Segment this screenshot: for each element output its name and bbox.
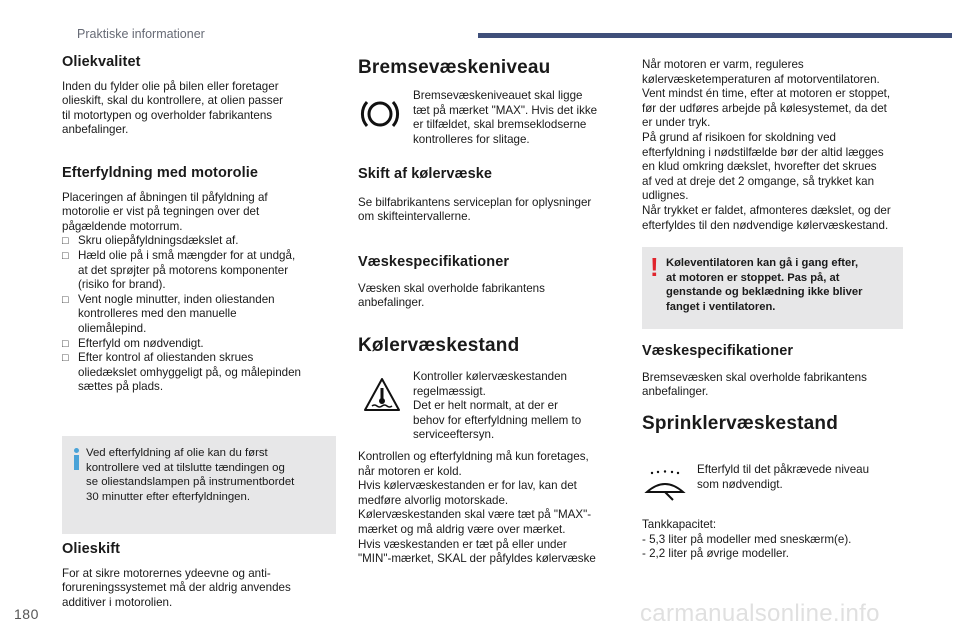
skift-body: Se bilfabrikantens serviceplan for oplysninger om skifteintervallerne. — [358, 195, 592, 224]
spec-heading-1: Væskespecifikationer — [358, 254, 510, 270]
efterfyldning-heading: Efterfyldning med motorolie — [62, 165, 259, 181]
warning-box — [642, 247, 903, 329]
page-number: 180 — [14, 606, 39, 622]
koler-icon-text: Kontroller kølervæskestanden regelmæssigt. Det er helt normalt, at der er behov for efterfyldning mellem to serviceeftersyn. — [413, 370, 582, 442]
column-left — [62, 55, 332, 138]
checkbox-bullet-icon: □ — [62, 337, 69, 350]
list-item: □ Hæld olie på i små mængder for at undgå, at det sprøjter på motorens komponenter (risiko for brand). — [62, 248, 296, 292]
olieskift-section — [62, 542, 332, 610]
skift-section — [358, 167, 628, 225]
sprinkler-capacity — [642, 518, 912, 562]
skift-heading: Skift af kølervæske — [358, 166, 493, 182]
washer-fluid-icon — [644, 470, 686, 506]
spec-section-1 — [358, 255, 628, 311]
sprinkler-icon-text: Efterfyld til det påkrævede niveau som nødvendigt. — [697, 463, 870, 491]
spec-body-2: Bremsevæsken skal overholde fabrikantens anbefalinger. — [642, 370, 867, 399]
koler-heading: Kølervæskestand — [358, 335, 520, 356]
sprinkler-heading: Sprinklervæskestand — [642, 413, 838, 434]
efterfyldning-section — [62, 166, 332, 395]
checkbox-bullet-icon: □ — [62, 235, 69, 248]
coolant-warning-icon — [363, 376, 401, 414]
checkbox-bullet-icon: □ — [62, 293, 69, 306]
spec-body-1: Væsken skal overholde fabrikantens anbefalinger. — [358, 281, 545, 310]
bremse-heading: Bremsevæskeniveau — [358, 57, 551, 78]
checkbox-bullet-icon: □ — [62, 352, 69, 365]
efterfyldning-intro: Placeringen af åbningen til påfyldning af motorolie er vist på tegningen over det pågældende motorrum. — [62, 190, 268, 233]
capacity-item: - 5,3 liter på modeller med sneskærm(e). — [642, 532, 852, 546]
oliekvalitet-heading: Oliekvalitet — [62, 54, 141, 70]
list-item: □ Efter kontrol af oliestanden skrues oliedækslet omhyggeligt på, og målepinden sættes på plads. — [62, 351, 301, 394]
list-item: □ Vent nogle minutter, inden oliestanden kontrolleres med den manuelle oliemålepind. — [62, 292, 275, 335]
section-header: Praktiske informationer — [77, 27, 205, 41]
checkbox-bullet-icon: □ — [62, 249, 69, 262]
olieskift-body: For at sikre motorernes ydeevne og anti- forureningssystemet må der aldrig anvendes additiver i motorolien. — [62, 566, 291, 609]
list-item: □ Efterfyld om nødvendigt. — [62, 336, 204, 350]
info-box — [62, 436, 336, 534]
list-item: □ Skru oliepåfyldningsdækslet af. — [62, 234, 239, 248]
warning-icon: ! — [650, 252, 659, 282]
header-accent-bar — [478, 33, 952, 38]
spec-heading-2: Væskespecifikationer — [642, 343, 794, 359]
capacity-item: - 2,2 liter på øvrige modeller. — [642, 547, 789, 561]
koler-body: Kontrollen og efterfyldning må kun foretages, når motoren er kold. Hvis kølervæskestanden er for lav, kan det medføre alvorlig motorskade. Kølervæskestanden skal være tæt på "MAX"- mærket og må aldrig være over mærket. Hvis væskestanden er tæt på eller under "MIN"-mærket, SKAL der påfyldes kølervæske — [358, 450, 596, 566]
brake-fluid-icon — [359, 94, 401, 134]
col3-top-text: Når motoren er varm, reguleres kølervæsketemperaturen af motorventilatoren. Vent mindst én time, efter at motoren er stoppet, før der udføres arbejde på kølesystemet, da det er under tryk. På grund af risikoen for skoldning ved efterfyldning i nødstilfælde bør der altid lægges en klud omkring dækslet, hvorefter det skrues af ved at dreje det 2 omgange, så trykket kan udlignes. Når trykket er faldet, afmonteres dækslet, og der efterfyldes til den nødvendige kølervæskestand. — [642, 58, 891, 232]
info-box-text: Ved efterfyldning af olie kan du først kontrollere ved at tilslutte tændingen og se oliestandslampen på instrumentbordet 30 minutter efter efterfyldningen. — [86, 447, 295, 503]
oliekvalitet-body: Inden du fylder olie på bilen eller foretager olieskift, skal du kontrollere, at olien passer til motortypen og overholder fabrikantens anbefalinger. — [62, 79, 284, 137]
watermark: carmanualsonline.info — [640, 600, 880, 627]
efterfyldning-steps — [62, 234, 332, 395]
info-icon — [74, 448, 79, 470]
warning-box-text: Køleventilatoren kan gå i gang efter, at motoren er stoppet. Pas på, at genstande og beklædning ikke bliver fanget i ventilatoren. — [666, 257, 863, 313]
bremse-body: Bremsevæskeniveauet skal ligge tæt på mærket "MAX". Hvis det ikke er tilfældet, skal bremseklodserne kontrolleres for slitage. — [413, 89, 598, 146]
olieskift-heading: Olieskift — [62, 541, 121, 557]
capacity-label: Tankkapacitet: — [642, 518, 717, 531]
spec-section-2 — [642, 344, 912, 400]
